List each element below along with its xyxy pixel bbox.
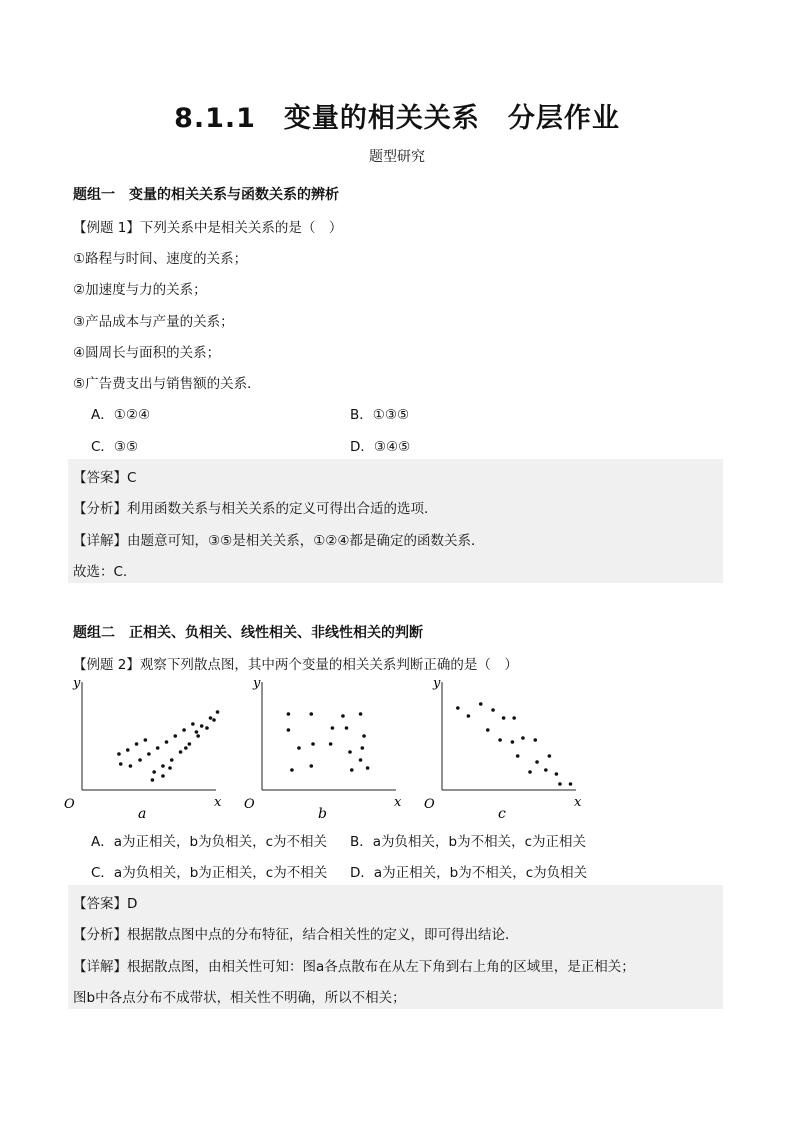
scatter-point	[569, 782, 573, 786]
scatter-point	[491, 708, 495, 712]
example1-answer: 【答案】C	[73, 470, 137, 486]
scatter-point	[165, 740, 169, 744]
scatter-point	[535, 760, 539, 764]
example2-option-c: C．a为负相关，b为正相关，c为不相关	[91, 865, 328, 881]
scatter-point	[341, 714, 345, 718]
example2-detail-line1: 【详解】根据散点图，由相关性可知：图a各点散布在从左下角到右上角的区域里，是正相关；	[73, 959, 635, 975]
scatter-point	[467, 714, 471, 718]
scatter-point	[129, 764, 133, 768]
scatter-point	[195, 730, 199, 734]
scatter-point	[311, 742, 315, 746]
scatter-point	[212, 718, 216, 722]
example2-question: 【例题 2】观察下列散点图，其中两个变量的相关关系判断正确的是（ ）	[73, 657, 518, 673]
example2-option-b: B．a为负相关，b为不相关，c为正相关	[350, 834, 587, 850]
origin-label: O	[244, 797, 255, 812]
scatter-plots-figure	[60, 672, 620, 822]
scatter-point	[486, 728, 490, 732]
scatter-point	[138, 758, 142, 762]
scatter-point	[359, 712, 363, 716]
scatter-point	[179, 750, 183, 754]
example1-option-a: A．①②④	[91, 407, 151, 423]
scatter-point	[151, 778, 155, 782]
scatter-point	[135, 742, 139, 746]
example1-item-2: ②加速度与力的关系；	[73, 282, 207, 298]
scatter-plot-a	[64, 676, 222, 822]
example2-detail-line2: 图b中各点分布不成带状，相关性不明确，所以不相关；	[73, 990, 406, 1006]
plot-label: a	[138, 806, 147, 822]
scatter-point	[170, 758, 174, 762]
scatter-point	[345, 726, 349, 730]
scatter-point	[173, 734, 177, 738]
scatter-point	[479, 702, 483, 706]
scatter-point	[156, 746, 160, 750]
scatter-point	[188, 742, 192, 746]
scatter-point	[287, 712, 291, 716]
scatter-point	[544, 768, 548, 772]
origin-label: O	[64, 797, 75, 812]
scatter-point	[366, 766, 370, 770]
example1-solution-panel	[68, 459, 723, 583]
scatter-point	[290, 768, 294, 772]
scatter-point	[331, 726, 335, 730]
scatter-point	[209, 716, 213, 720]
example1-option-c: C．③⑤	[91, 439, 139, 455]
scatter-point	[516, 754, 520, 758]
scatter-point	[184, 746, 188, 750]
scatter-point	[502, 716, 506, 720]
example2-option-d: D．a为正相关，b为不相关，c为负相关	[350, 865, 588, 881]
scatter-plot-b	[244, 676, 402, 822]
x-axis-label: x	[394, 795, 402, 810]
scatter-point	[196, 734, 200, 738]
example1-conclusion: 故选：C.	[73, 564, 128, 580]
page-title: 8.1.1 变量的相关关系 分层作业	[174, 103, 620, 134]
scatter-point	[117, 752, 121, 756]
plot-label: c	[498, 806, 506, 822]
scatter-point	[144, 738, 148, 742]
scatter-point	[287, 728, 291, 732]
origin-label: O	[424, 797, 435, 812]
scatter-point	[309, 764, 313, 768]
plot-label: b	[318, 806, 327, 822]
scatter-point	[533, 738, 537, 742]
example2-answer: 【答案】D	[73, 896, 138, 912]
scatter-point	[297, 746, 301, 750]
example1-item-5: ⑤广告费支出与销售额的关系．	[73, 376, 261, 392]
x-axis-label: x	[214, 795, 222, 810]
group2-heading: 题组二 正相关、负相关、线性相关、非线性相关的判断	[73, 625, 423, 641]
scatter-point	[362, 734, 366, 738]
scatter-point	[161, 764, 165, 768]
example1-item-3: ③产品成本与产量的关系；	[73, 314, 234, 330]
scatter-point	[548, 754, 552, 758]
page-subtitle: 题型研究	[369, 149, 425, 165]
scatter-point	[528, 770, 532, 774]
scatter-point	[359, 758, 363, 762]
scatter-point	[152, 770, 156, 774]
scatter-point	[512, 716, 516, 720]
scatter-point	[147, 752, 151, 756]
scatter-point	[555, 772, 559, 776]
x-axis-label: x	[574, 795, 582, 810]
example1-detail: 【详解】由题意可知，③⑤是相关关系，①②④都是确定的函数关系．	[73, 533, 485, 549]
scatter-point	[205, 726, 209, 730]
scatter-point	[348, 750, 352, 754]
scatter-point	[216, 710, 220, 714]
scatter-point	[521, 736, 525, 740]
scatter-point	[350, 768, 354, 772]
scatter-point	[182, 728, 186, 732]
scatter-point	[329, 742, 333, 746]
y-axis-label: y	[433, 676, 441, 691]
scatter-point	[309, 712, 313, 716]
scatter-point	[558, 782, 562, 786]
scatter-point	[498, 738, 502, 742]
example1-option-d: D．③④⑤	[350, 439, 411, 455]
example2-analysis: 【分析】根据散点图中点的分布特征，结合相关性的定义，即可得出结论．	[73, 927, 519, 943]
example1-item-4: ④圆周长与面积的关系；	[73, 345, 221, 361]
y-axis-label: y	[253, 676, 261, 691]
example1-analysis: 【分析】利用函数关系与相关关系的定义可得出合适的选项.	[73, 501, 429, 517]
scatter-point	[161, 774, 165, 778]
scatter-point	[361, 746, 365, 750]
example1-item-1: ①路程与时间、速度的关系；	[73, 251, 248, 267]
group1-heading: 题组一 变量的相关关系与函数关系的辨析	[73, 187, 339, 203]
y-axis-label: y	[73, 676, 81, 691]
scatter-plot-c	[424, 676, 582, 822]
scatter-point	[511, 740, 515, 744]
scatter-point	[168, 766, 172, 770]
scatter-point	[119, 762, 123, 766]
scatter-point	[456, 706, 460, 710]
example1-question: 【例题 1】下列关系中是相关关系的是（ ）	[73, 220, 343, 236]
scatter-point	[200, 724, 204, 728]
example2-option-a: A．a为正相关，b为负相关，c为不相关	[91, 834, 327, 850]
example1-option-b: B．①③⑤	[350, 407, 410, 423]
scatter-point	[126, 748, 130, 752]
scatter-point	[191, 722, 195, 726]
